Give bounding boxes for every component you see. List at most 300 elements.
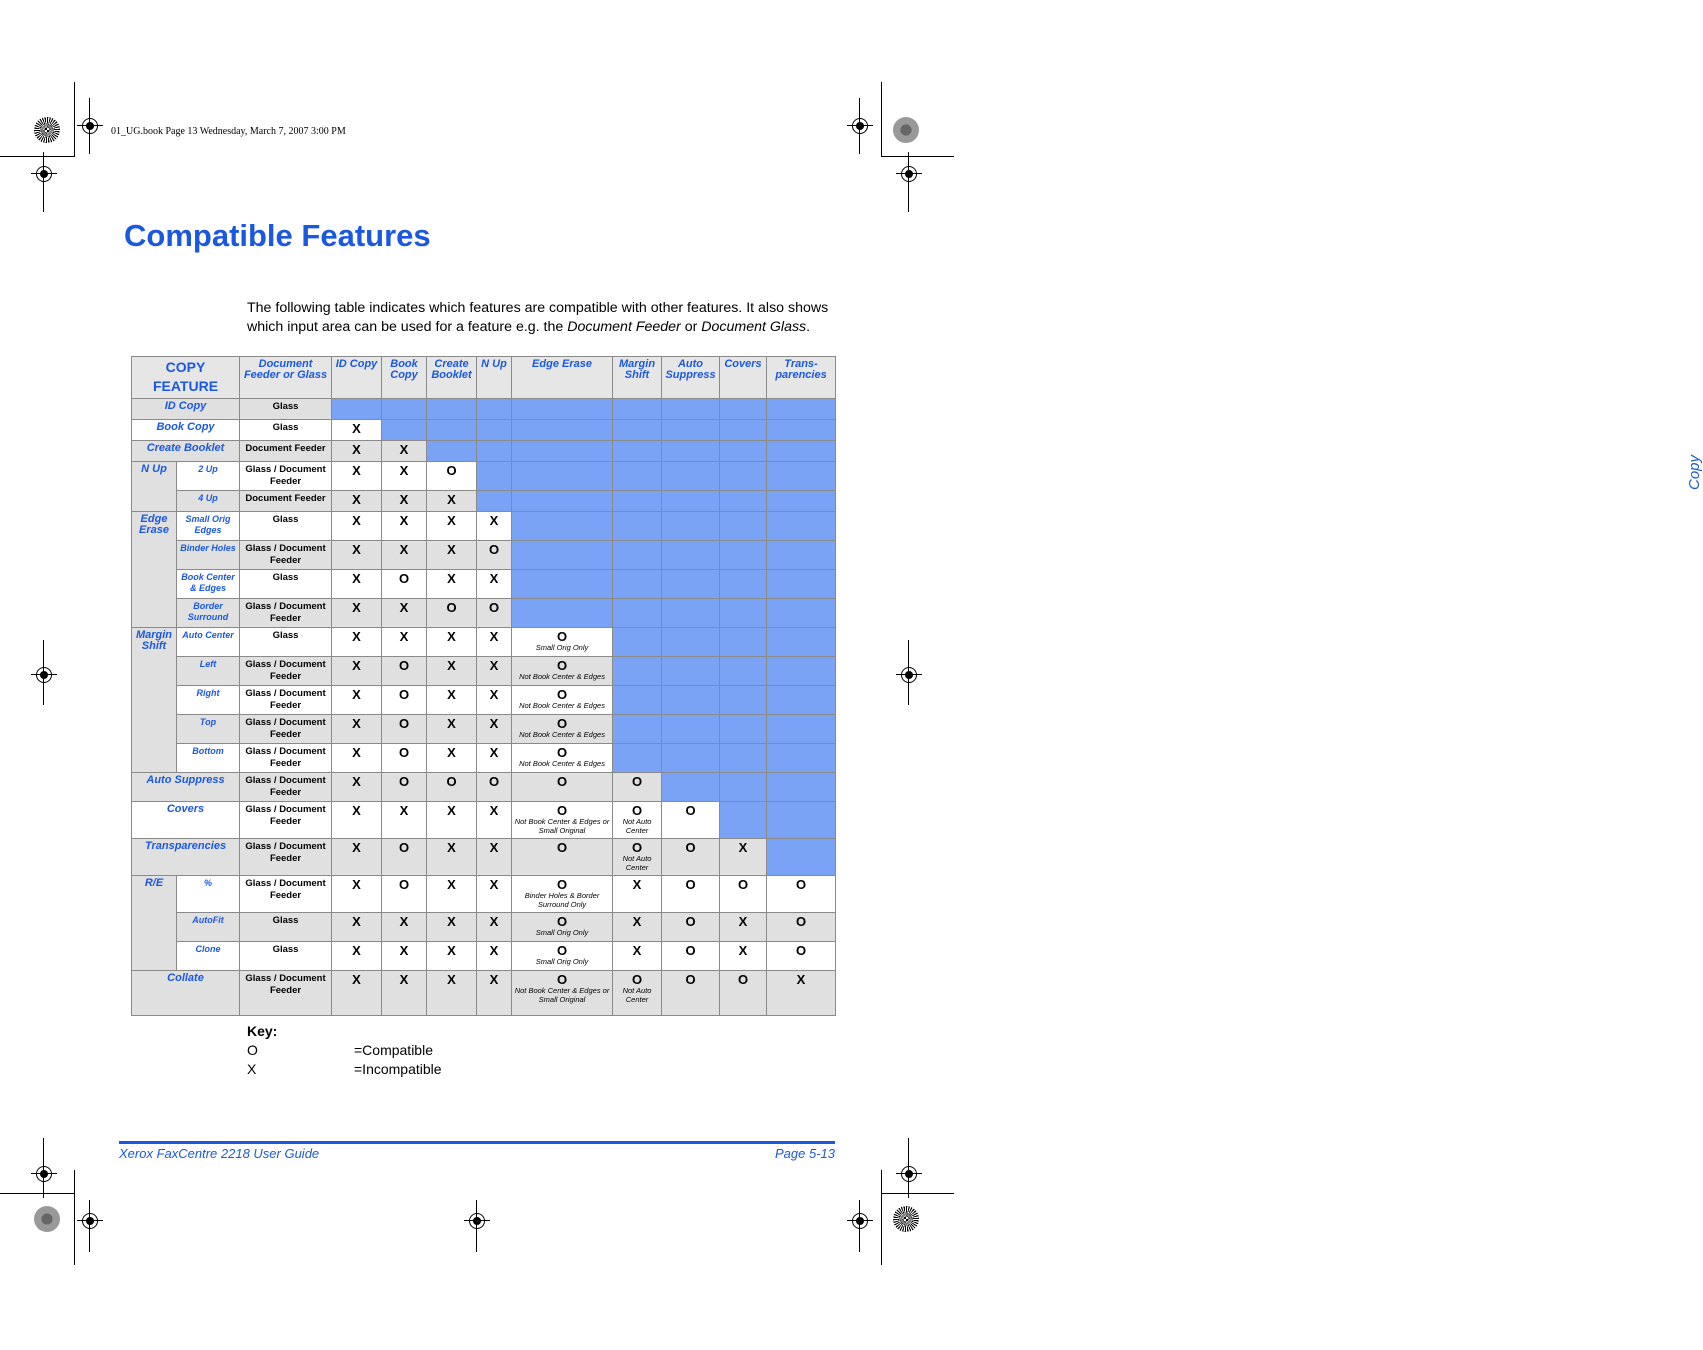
shaded-cell (720, 802, 767, 839)
compat-cell (477, 686, 512, 715)
compat-cell (662, 971, 720, 1016)
source-cell: Glass (240, 913, 332, 942)
compat-value: X (399, 972, 409, 987)
compat-cell (332, 802, 382, 839)
compat-cell (427, 802, 477, 839)
compat-note: Not Book Center & Edges (519, 672, 605, 681)
sub-feature-label: Small Orig Edges (177, 512, 240, 541)
table-header-row (132, 357, 836, 399)
compat-value: O (737, 972, 749, 987)
compat-value: O (398, 774, 410, 789)
source-cell: Glass / Document Feeder (240, 839, 332, 876)
shaded-cell (767, 744, 836, 773)
shaded-cell (613, 599, 662, 628)
feature-label: Transparencies (132, 839, 240, 876)
shaded-cell (767, 773, 836, 802)
compat-cell (427, 913, 477, 942)
compat-value: O (446, 463, 457, 478)
compat-value: O (488, 774, 500, 789)
shaded-cell (767, 839, 836, 876)
compat-cell (332, 773, 382, 802)
compat-cell (332, 570, 382, 599)
compat-cell (382, 512, 427, 541)
compat-value: X (352, 840, 361, 855)
compat-note: Not Book Center & Edges (519, 730, 605, 739)
compat-cell (477, 802, 512, 839)
source-cell: Glass / Document Feeder (240, 541, 332, 570)
compat-cell (477, 541, 512, 570)
shaded-cell (512, 462, 613, 491)
compat-cell (382, 628, 427, 657)
table-row (132, 599, 836, 628)
feature-label: Auto Suppress (132, 773, 240, 802)
compat-cell (332, 971, 382, 1016)
group-label: Margin Shift (132, 628, 177, 773)
compat-value: X (738, 914, 748, 929)
source-cell: Document Feeder (240, 441, 332, 462)
compat-cell (332, 942, 382, 971)
registration-mark-icon (901, 166, 917, 182)
shaded-cell (720, 628, 767, 657)
table-row (132, 876, 836, 913)
compat-value: X (399, 542, 409, 557)
compat-cell (767, 942, 836, 971)
compat-value: X (447, 803, 456, 818)
compat-cell (427, 686, 477, 715)
compat-cell (332, 628, 382, 657)
compat-note: Not Book Center & Edges or Small Original (514, 986, 610, 1004)
compat-cell (427, 839, 477, 876)
compat-cell (332, 541, 382, 570)
shaded-cell (613, 628, 662, 657)
compat-cell (382, 599, 427, 628)
compat-value: X (399, 914, 409, 929)
compat-cell (512, 715, 613, 744)
compat-value: X (489, 840, 499, 855)
compat-value: O (795, 877, 807, 892)
table-row (132, 399, 836, 420)
feature-label: Covers (132, 802, 240, 839)
compat-cell (613, 802, 662, 839)
compat-cell (382, 942, 427, 971)
compat-value: O (398, 571, 410, 586)
compat-cell (512, 657, 613, 686)
feature-label: ID Copy (132, 399, 240, 420)
group-label: Edge Erase (132, 512, 177, 628)
compat-value: X (352, 803, 361, 818)
sub-feature-label: % (177, 876, 240, 913)
compat-value: X (447, 840, 456, 855)
compat-cell (512, 628, 613, 657)
shaded-cell (662, 462, 720, 491)
compat-note: Not Auto Center (622, 986, 652, 1004)
compat-cell (332, 744, 382, 773)
color-bar-icon (893, 1206, 919, 1232)
color-bar-icon (34, 117, 60, 143)
compat-cell (382, 570, 427, 599)
compat-cell (720, 839, 767, 876)
compat-value: X (489, 513, 499, 528)
shaded-cell (662, 570, 720, 599)
shaded-cell (720, 686, 767, 715)
sub-feature-label: 4 Up (177, 491, 240, 512)
shaded-cell (662, 599, 720, 628)
source-cell: Glass (240, 942, 332, 971)
table-row (132, 420, 836, 441)
page-title: Compatible Features (124, 218, 431, 253)
shaded-cell (512, 491, 613, 512)
compat-value: X (447, 716, 456, 731)
compat-value: X (352, 914, 361, 929)
shaded-cell (427, 420, 477, 441)
compat-value: X (352, 687, 361, 702)
compat-cell (427, 744, 477, 773)
key-title: Key: (247, 1023, 278, 1039)
shaded-cell (613, 541, 662, 570)
shaded-cell (767, 399, 836, 420)
compat-cell (382, 462, 427, 491)
compat-cell (720, 942, 767, 971)
compat-value: O (631, 972, 643, 987)
compat-value: X (352, 629, 361, 644)
shaded-cell (512, 570, 613, 599)
compat-cell (382, 657, 427, 686)
compat-cell (613, 773, 662, 802)
compat-cell (720, 971, 767, 1016)
table-row (132, 971, 836, 1016)
sub-feature-label: Left (177, 657, 240, 686)
compat-cell (477, 657, 512, 686)
shaded-cell (767, 657, 836, 686)
shaded-cell (720, 399, 767, 420)
compat-value: X (489, 877, 499, 892)
compat-value: O (556, 943, 568, 958)
registration-mark-icon (852, 118, 868, 134)
compat-value: O (556, 629, 568, 644)
registration-mark-icon (901, 1166, 917, 1182)
shaded-cell (613, 570, 662, 599)
compat-cell (382, 913, 427, 942)
compat-cell (613, 971, 662, 1016)
compat-cell (427, 512, 477, 541)
compat-value: X (447, 877, 456, 892)
table-row (132, 715, 836, 744)
compat-cell (382, 839, 427, 876)
compat-cell (332, 715, 382, 744)
compat-cell (512, 802, 613, 839)
compat-value: X (399, 442, 409, 457)
source-cell: Glass (240, 628, 332, 657)
compat-value: O (631, 774, 643, 789)
compat-value: X (399, 629, 409, 644)
compat-value: O (446, 600, 457, 615)
table-row (132, 942, 836, 971)
registration-mark-icon (852, 1213, 868, 1229)
intro-paragraph: The following table indicates which features are compatible with other features. It also shows which input area can be used for a feature e.g. the Document Feeder or Document Glass. (247, 300, 829, 335)
compat-value: X (352, 600, 361, 615)
compat-cell (332, 839, 382, 876)
shaded-cell (613, 744, 662, 773)
shaded-cell (720, 657, 767, 686)
compat-cell (427, 876, 477, 913)
compat-cell (382, 744, 427, 773)
compat-value: O (795, 914, 807, 929)
compat-value: O (685, 803, 696, 818)
column-header: Book Copy (382, 357, 427, 399)
side-tab: Copy (1686, 454, 1703, 490)
compat-value: X (447, 687, 456, 702)
compat-cell (613, 876, 662, 913)
compat-note: Not Auto Center (622, 854, 652, 872)
shaded-cell (767, 599, 836, 628)
compat-value: O (556, 914, 568, 929)
compat-cell (332, 512, 382, 541)
footer-page-number: Page 5-13 (775, 1146, 835, 1161)
sub-feature-label: Border Surround (177, 599, 240, 628)
compat-cell (332, 657, 382, 686)
column-header: Covers (720, 357, 767, 399)
copy-feature-header (132, 357, 240, 399)
table-row (132, 570, 836, 599)
compat-cell (332, 686, 382, 715)
source-cell: Glass / Document Feeder (240, 876, 332, 913)
shaded-cell (382, 420, 427, 441)
shaded-cell (427, 399, 477, 420)
compat-cell (427, 570, 477, 599)
shaded-cell (662, 441, 720, 462)
compat-value: O (556, 745, 568, 760)
compat-cell (477, 512, 512, 541)
compat-value: O (685, 943, 696, 958)
registration-mark-icon (82, 1213, 98, 1229)
table-row (132, 913, 836, 942)
compat-cell (512, 913, 613, 942)
feature-label: Create Booklet (132, 441, 240, 462)
shaded-cell (332, 399, 382, 420)
compat-cell (512, 686, 613, 715)
shaded-cell (767, 570, 836, 599)
compat-cell (477, 942, 512, 971)
shaded-cell (720, 512, 767, 541)
compat-value: X (632, 877, 642, 892)
table-row (132, 773, 836, 802)
compat-cell (512, 839, 613, 876)
compat-value: X (489, 716, 499, 731)
sub-feature-label: Top (177, 715, 240, 744)
key-meaning: =Incompatible (354, 1061, 442, 1077)
compat-value: X (447, 629, 456, 644)
compat-value: O (398, 877, 410, 892)
compat-value: O (556, 716, 568, 731)
compat-cell (332, 876, 382, 913)
compat-cell (720, 876, 767, 913)
compat-value: X (352, 463, 361, 478)
compat-note: Not Book Center & Edges (519, 701, 605, 710)
compat-value: O (556, 840, 568, 855)
source-cell: Glass (240, 570, 332, 599)
compat-value: X (738, 840, 748, 855)
compat-value: O (556, 658, 568, 673)
compat-cell (613, 839, 662, 876)
source-cell: Glass / Document Feeder (240, 599, 332, 628)
table-row (132, 491, 836, 512)
compat-value: X (447, 492, 456, 507)
table-row (132, 512, 836, 541)
compat-value: X (352, 716, 361, 731)
shaded-cell (720, 744, 767, 773)
feature-label: Book Copy (132, 420, 240, 441)
compat-value: X (352, 658, 361, 673)
compat-value: O (631, 803, 643, 818)
sub-feature-label: Right (177, 686, 240, 715)
table-row (132, 541, 836, 570)
shaded-cell (767, 541, 836, 570)
shaded-cell (720, 599, 767, 628)
shaded-cell (662, 491, 720, 512)
source-cell: Glass / Document Feeder (240, 715, 332, 744)
compat-value: O (685, 972, 696, 987)
compat-value: X (399, 492, 409, 507)
shaded-cell (662, 628, 720, 657)
compat-value: X (489, 943, 499, 958)
shaded-cell (720, 462, 767, 491)
shaded-cell (720, 570, 767, 599)
compat-cell (332, 599, 382, 628)
compat-value: O (685, 840, 696, 855)
shaded-cell (512, 541, 613, 570)
compat-cell (332, 441, 382, 462)
compat-cell (427, 462, 477, 491)
compat-value: X (352, 943, 361, 958)
table-row (132, 628, 836, 657)
group-label: N Up (132, 462, 177, 512)
shaded-cell (477, 462, 512, 491)
table-row (132, 657, 836, 686)
compat-note: Binder Holes & Border Surround Only (524, 891, 600, 909)
compat-value: X (352, 972, 361, 987)
compat-value: O (398, 745, 410, 760)
column-header: Trans- parencies (767, 357, 836, 399)
compat-value: X (447, 914, 456, 929)
compat-value: X (447, 658, 456, 673)
shaded-cell (613, 512, 662, 541)
compat-cell (382, 541, 427, 570)
compat-value: X (796, 972, 806, 987)
compat-value: X (352, 745, 361, 760)
shaded-cell (613, 657, 662, 686)
shaded-cell (512, 512, 613, 541)
compat-value: O (556, 774, 568, 789)
compat-value: X (399, 600, 409, 615)
sub-feature-label: Binder Holes (177, 541, 240, 570)
registration-mark-icon (36, 166, 52, 182)
compat-cell (662, 839, 720, 876)
compat-value: X (632, 943, 642, 958)
column-header: Edge Erase (512, 357, 613, 399)
shaded-cell (512, 420, 613, 441)
compat-value: X (489, 687, 499, 702)
compatibility-table (131, 356, 836, 1016)
source-cell: Glass / Document Feeder (240, 462, 332, 491)
compat-note: Small Orig Only (535, 928, 589, 937)
compat-value: X (399, 513, 409, 528)
column-header: N Up (477, 357, 512, 399)
compat-value: X (352, 571, 361, 586)
sub-feature-label: Book Center & Edges (177, 570, 240, 599)
compat-value: X (738, 943, 748, 958)
registration-mark-icon (36, 667, 52, 683)
source-cell: Glass / Document Feeder (240, 802, 332, 839)
shaded-cell (662, 399, 720, 420)
source-cell: Glass / Document Feeder (240, 971, 332, 1016)
shaded-cell (613, 462, 662, 491)
shaded-cell (767, 686, 836, 715)
compat-cell (477, 599, 512, 628)
compat-value: O (737, 877, 749, 892)
copy-feature-header-text: COPY (165, 359, 206, 375)
group-label: R/E (132, 876, 177, 971)
compat-value: O (685, 877, 696, 892)
compat-note: Not Auto Center (622, 817, 652, 835)
compat-cell (427, 541, 477, 570)
compat-value: O (685, 914, 696, 929)
table-row (132, 686, 836, 715)
shaded-cell (477, 441, 512, 462)
table-row (132, 462, 836, 491)
compat-cell (332, 913, 382, 942)
source-cell: Glass / Document Feeder (240, 657, 332, 686)
compat-cell (382, 876, 427, 913)
compat-value: X (352, 877, 361, 892)
compat-cell (512, 971, 613, 1016)
shaded-cell (720, 441, 767, 462)
compat-cell (332, 491, 382, 512)
compat-cell (512, 876, 613, 913)
compat-cell (512, 942, 613, 971)
copy-feature-header-text: FEATURE (152, 378, 219, 394)
compat-value: O (398, 840, 410, 855)
compat-value: O (488, 542, 500, 557)
compat-cell (767, 876, 836, 913)
shaded-cell (767, 491, 836, 512)
shaded-cell (512, 599, 613, 628)
compat-value: X (447, 513, 456, 528)
compat-cell (382, 773, 427, 802)
compat-cell (477, 570, 512, 599)
compat-value: O (398, 687, 410, 702)
compat-cell (332, 420, 382, 441)
sub-feature-label: Auto Center (177, 628, 240, 657)
compat-value: O (398, 716, 410, 731)
compat-value: X (447, 542, 456, 557)
compat-value: O (556, 687, 568, 702)
compat-value: X (447, 943, 456, 958)
compat-cell (427, 773, 477, 802)
source-cell: Glass (240, 399, 332, 420)
column-header: Margin Shift (613, 357, 662, 399)
shaded-cell (662, 773, 720, 802)
registration-mark-icon (901, 667, 917, 683)
compat-value: O (488, 600, 500, 615)
feature-label: Collate (132, 971, 240, 1016)
shaded-cell (662, 715, 720, 744)
source-cell: Glass / Document Feeder (240, 744, 332, 773)
compat-cell (477, 839, 512, 876)
compat-value: X (489, 658, 499, 673)
compat-value: X (489, 571, 499, 586)
compat-value: X (447, 571, 456, 586)
compat-value: X (489, 745, 499, 760)
